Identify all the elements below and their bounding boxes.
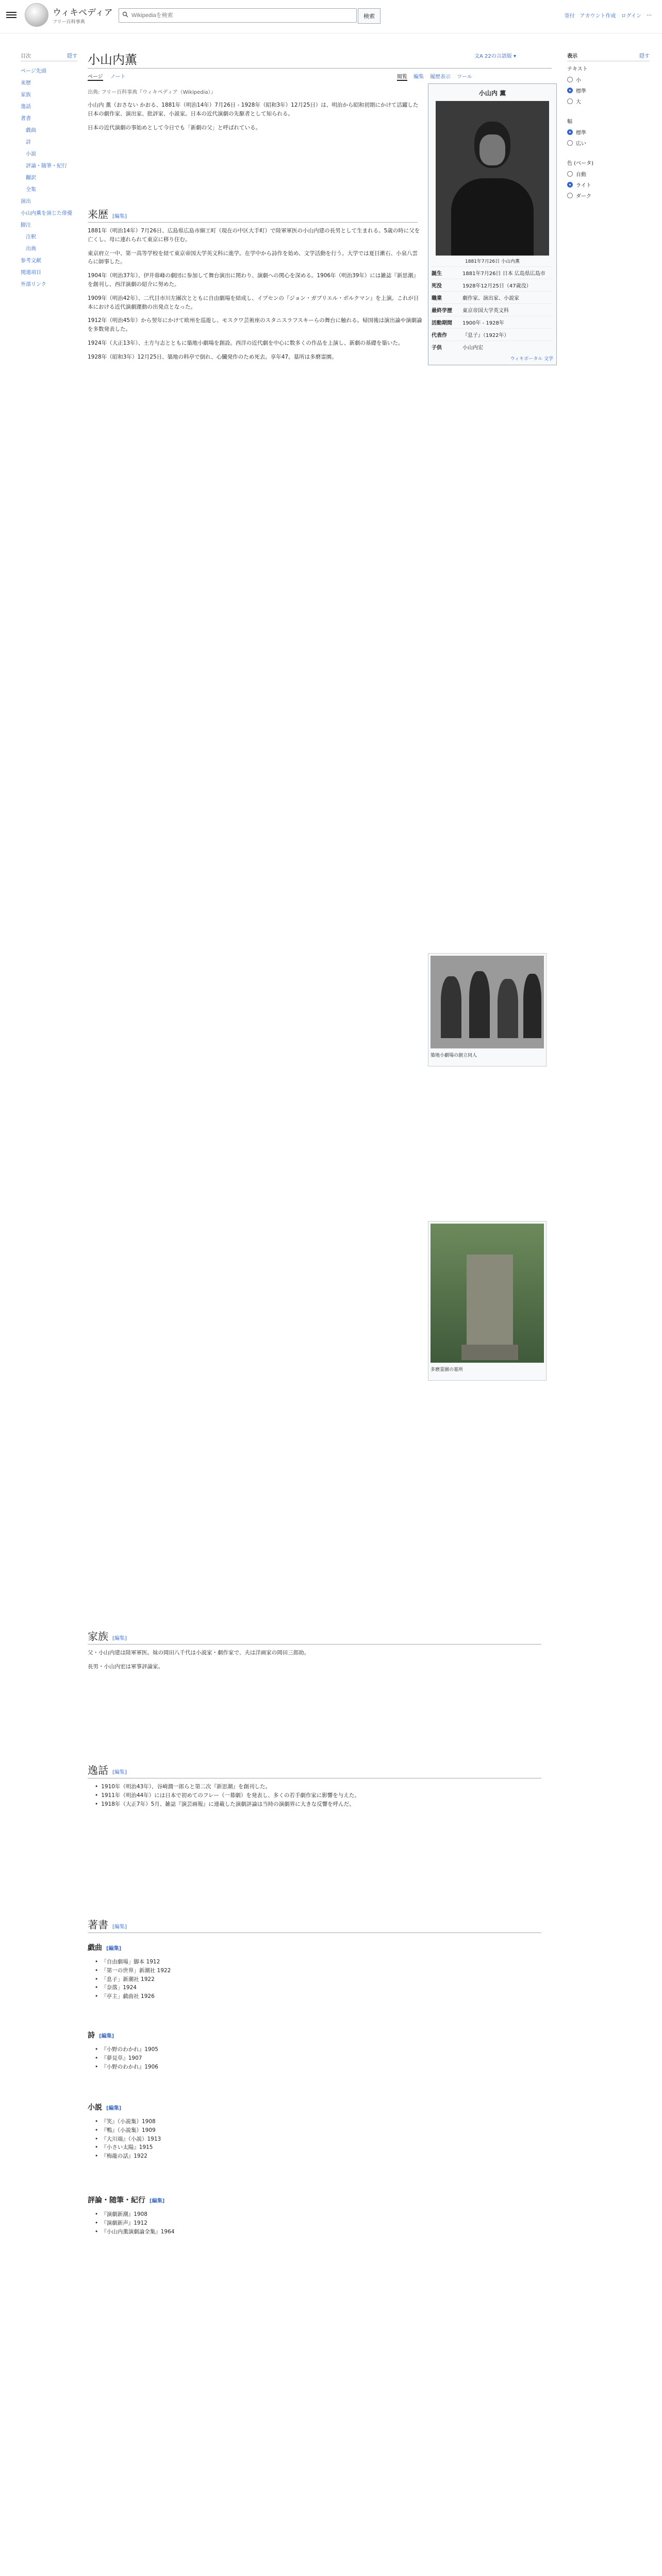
infobox-row bbox=[432, 279, 553, 291]
list-item: • 「亭主」戯曲社 1926 bbox=[95, 1992, 497, 2001]
toc-heading: 目次 bbox=[21, 54, 31, 59]
toc-item[interactable]: 評論・随筆・紀行 bbox=[26, 163, 67, 169]
drama-list bbox=[95, 1958, 497, 2001]
infobox bbox=[428, 83, 557, 365]
group-photo[interactable] bbox=[431, 956, 544, 1048]
toc-hide-button[interactable]: 隠す bbox=[67, 54, 77, 59]
radio-button[interactable] bbox=[567, 77, 573, 82]
list-item: • 『演劇新声』1912 bbox=[95, 2219, 497, 2228]
tagline: 出典: フリー百科事典『ウィキペディア（Wikipedia）』 bbox=[88, 90, 216, 95]
color-heading: 色 (ベータ) bbox=[567, 161, 593, 166]
radio-button[interactable] bbox=[567, 129, 573, 135]
toc-item[interactable]: 小山内薫を演じた俳優 bbox=[21, 211, 72, 216]
section-heading-anecdote: 逸話 [編集] bbox=[88, 1762, 541, 1778]
list-item: • 『鴨』（小説集）1909 bbox=[95, 2126, 497, 2135]
edit-section-link[interactable]: [編集] bbox=[99, 2033, 114, 2039]
paragraph: 1928年（昭和3年）12月25日、築地の料亭で倒れ、心臓発作のため死去。享年47。墓所は多磨霊園。 bbox=[88, 353, 337, 360]
paragraph: 東京府立一中、第一高等学校を経て東京帝国大学英文科に進学。在学中から詩作を始め、文学活動を行う。大学では夏目漱石、小泉八雲らに師事した。 bbox=[88, 250, 418, 265]
figure-caption: 築地小劇場の創立同人 bbox=[431, 1053, 477, 1058]
novel-list bbox=[95, 2117, 497, 2161]
toc-item[interactable]: 家族 bbox=[21, 92, 31, 98]
infobox-row bbox=[432, 266, 553, 279]
radio-button[interactable] bbox=[567, 98, 573, 104]
text-size-option-label: 標準 bbox=[576, 89, 586, 94]
list-item: • 『演劇新潮』1908 bbox=[95, 2210, 497, 2219]
list-item: • 「奈落」1924 bbox=[95, 1984, 497, 1992]
portal-link[interactable]: ウィキポータル 文学 bbox=[510, 357, 553, 362]
toc-item[interactable]: 関連項目 bbox=[21, 270, 41, 276]
width-heading: 幅 bbox=[567, 119, 572, 125]
toc-item[interactable]: 参考文献 bbox=[21, 258, 41, 264]
infobox-value: 1900年 - 1928年 bbox=[462, 320, 504, 326]
user-links bbox=[565, 11, 652, 19]
edit-section-link[interactable]: [編集] bbox=[112, 1924, 127, 1930]
intro-paragraph: 小山内 薫（おさない かおる、1881年（明治14年）7月26日 - 1928年（昭和3年）12月25日）は、明治から昭和初期にかけて活躍した日本の劇作家、演出家、批評家、小説家。日本の近代演劇の先駆者として知られる。 bbox=[88, 102, 419, 117]
portrait-photo[interactable] bbox=[436, 101, 549, 256]
list-item: • 1911年（明治44年）には日本で初めてのフレー（一幕劇）を発表し、多くの若手劇作家に影響を与えた。 bbox=[95, 1791, 538, 1800]
toc-item[interactable]: 逸話 bbox=[21, 104, 31, 110]
subheading-poetry: 詩 [編集] bbox=[88, 2031, 114, 2040]
section-heading-works: 著書 [編集] bbox=[88, 1917, 541, 1933]
list-item: • 「自由劇場」脚本 1912 bbox=[95, 1958, 497, 1967]
namespace-tabs bbox=[88, 72, 126, 81]
portrait-caption: 1881年7月26日 小山内薫 bbox=[465, 259, 520, 264]
toc-item[interactable]: 詩 bbox=[26, 140, 31, 145]
list-item: • 『梅龍の話』1922 bbox=[95, 2152, 497, 2161]
edit-section-link[interactable]: [編集] bbox=[106, 2106, 122, 2111]
tab-read[interactable]: 閲覧 bbox=[397, 72, 407, 81]
toc-item[interactable]: 翻訳 bbox=[26, 175, 36, 181]
radio-button[interactable] bbox=[567, 171, 573, 177]
login-link[interactable]: ログイン bbox=[621, 13, 641, 19]
figure-group-photo bbox=[428, 953, 547, 1066]
figure-caption: 多磨霊園の墓所 bbox=[431, 1367, 464, 1372]
intro bbox=[88, 101, 423, 137]
career-body bbox=[88, 227, 423, 367]
paragraph: 1912年（明治45年）から翌年にかけて欧州を巡遊し、モスクワ芸術座のスタニスラフスキーらの舞台に触れる。帰国後は演出論や演劇論を多数発表した。 bbox=[88, 317, 422, 333]
family-body bbox=[88, 1649, 423, 1676]
intro-paragraph: 日本の近代演劇の事始めとして今日でも「新劇の父」と呼ばれている。 bbox=[88, 124, 261, 131]
donate-link[interactable]: 寄付 bbox=[564, 13, 575, 19]
paragraph: 1909年（明治42年）、二代目市川左團次とともに自由劇場を結成し、イプセンの『ジョン・ガブリエル・ボルクマン』を上演。これが日本における近代演劇運動の出発点となった。 bbox=[88, 295, 419, 310]
radio-button[interactable] bbox=[567, 88, 573, 93]
list-item: • 『大川端』（小説）1913 bbox=[95, 2135, 497, 2144]
list-item: • 『小山内薫演劇論全集』1964 bbox=[95, 2228, 497, 2236]
menu-icon[interactable] bbox=[6, 10, 16, 21]
tab-tools[interactable]: ツール bbox=[457, 74, 472, 80]
infobox-label: 子供 bbox=[432, 345, 442, 351]
infobox-label: 最終学歴 bbox=[432, 308, 452, 314]
toc-item[interactable]: 演出 bbox=[21, 199, 31, 205]
color-option[interactable] bbox=[567, 179, 650, 190]
infobox-value: 1928年12月25日（47歳没） bbox=[462, 283, 532, 289]
edit-section-link[interactable]: [編集] bbox=[106, 1946, 122, 1952]
table-of-contents bbox=[21, 52, 77, 290]
infobox-value: 『息子』（1922年） bbox=[462, 333, 509, 338]
site-logo[interactable] bbox=[25, 3, 113, 27]
width-option-label: 広い bbox=[576, 141, 586, 147]
width-option-label: 標準 bbox=[576, 130, 586, 136]
edit-section-link[interactable]: [編集] bbox=[112, 1770, 127, 1775]
toc-item[interactable]: 著書 bbox=[21, 116, 31, 122]
infobox-label: 職業 bbox=[432, 296, 442, 301]
paragraph: 1924年（大正13年）、土方与志とともに築地小劇場を創設。西洋の近代劇を中心に数多くの作品を上演し、新劇の基礎を築いた。 bbox=[88, 340, 404, 346]
infobox-row bbox=[432, 341, 553, 353]
tab-page[interactable]: ページ bbox=[88, 72, 103, 81]
color-option-label: ダーク bbox=[576, 194, 591, 199]
subheading-novel: 小説 [編集] bbox=[88, 2104, 122, 2112]
grave-photo[interactable] bbox=[431, 1224, 544, 1363]
list-item: • 「第一の世界」新潮社 1922 bbox=[95, 1967, 497, 1975]
infobox-title: 小山内 薫 bbox=[478, 90, 506, 97]
text-size-option[interactable] bbox=[567, 85, 650, 96]
radio-button[interactable] bbox=[567, 193, 573, 198]
language-button[interactable]: 文A 22の言語版 ▾ bbox=[474, 54, 516, 59]
search-icon bbox=[122, 11, 128, 18]
infobox-row bbox=[432, 291, 553, 303]
toc-item[interactable]: 注釈 bbox=[26, 234, 36, 240]
infobox-row bbox=[432, 328, 553, 341]
search-button[interactable]: 検索 bbox=[358, 8, 380, 24]
toc-item[interactable]: 出典 bbox=[26, 246, 36, 252]
globe-logo-icon bbox=[25, 3, 48, 27]
toc-item[interactable]: 全集 bbox=[26, 187, 36, 193]
text-size-heading: テキスト bbox=[567, 66, 588, 72]
width-option[interactable] bbox=[567, 138, 650, 148]
infobox-label: 死没 bbox=[432, 283, 442, 289]
infobox-row bbox=[432, 316, 553, 328]
essay-list bbox=[95, 2210, 497, 2236]
text-size-option[interactable] bbox=[567, 74, 650, 85]
infobox-row bbox=[432, 303, 553, 316]
color-option[interactable] bbox=[567, 190, 650, 201]
list-item: • 『小さい太陽』1915 bbox=[95, 2143, 497, 2152]
paragraph: 父・小山内建は陸軍軍医。妹の岡田八千代は小説家・劇作家で、夫は洋画家の岡田三郎助。 bbox=[88, 1650, 310, 1656]
list-item: • 『夢見草』1907 bbox=[95, 2054, 497, 2063]
tab-talk[interactable]: ノート bbox=[110, 74, 126, 80]
appearance-panel bbox=[567, 52, 650, 211]
infobox-label: 代表作 bbox=[432, 333, 447, 338]
edit-section-link[interactable]: [編集] bbox=[150, 2198, 165, 2204]
radio-button[interactable] bbox=[567, 140, 573, 146]
list-item: • 1918年（大正7年）5月、雑誌『演芸画報』に連載した演劇評論は当時の演劇界に大きな反響を呼んだ。 bbox=[95, 1800, 538, 1809]
create-account-link[interactable]: アカウント作成 bbox=[580, 13, 616, 19]
figure-grave bbox=[428, 1221, 547, 1381]
subheading-essay: 評論・随筆・紀行 [編集] bbox=[88, 2196, 165, 2205]
edit-section-link[interactable]: [編集] bbox=[112, 214, 127, 219]
title-divider bbox=[88, 68, 552, 69]
width-option[interactable] bbox=[567, 127, 650, 138]
color-option-label: 自動 bbox=[576, 172, 586, 178]
logo-title: ウィキペディア bbox=[53, 8, 113, 18]
infobox-value: 劇作家、演出家、小説家 bbox=[462, 296, 519, 301]
logo-subtitle: フリー百科事典 bbox=[53, 20, 85, 25]
appearance-hide-button[interactable]: 隠す bbox=[639, 54, 650, 59]
list-item: • 『笑』（小説集）1908 bbox=[95, 2117, 497, 2126]
list-item: • 「息子」新潮社 1922 bbox=[95, 1975, 497, 1984]
edit-section-link[interactable]: [編集] bbox=[112, 1636, 127, 1641]
color-option-label: ライト bbox=[576, 183, 591, 189]
list-item: • 『小野のわかれ』1905 bbox=[95, 2045, 497, 2054]
appearance-heading: 表示 bbox=[567, 54, 577, 59]
paragraph: 1904年（明治37年）、伊井蓉峰の劇団に参加して舞台演出に関わり、演劇への関心を深める。1906年（明治39年）には雑誌『新思潮』を創刊し、西洋演劇の紹介に努めた。 bbox=[88, 273, 419, 287]
infobox-label: 誕生 bbox=[432, 271, 442, 277]
paragraph: 1881年（明治14年）7月26日、広島県広島市細工町（現在の中区大手町）で陸軍軍医の小山内建の長男として生まれる。5歳の時に父を亡くし、母に連れられて東京に移り住む。 bbox=[88, 228, 420, 243]
infobox-value: 1881年7月26日 日本 広島県広島市 bbox=[462, 271, 545, 277]
infobox-label: 活動期間 bbox=[432, 320, 452, 326]
text-size-option-label: 小 bbox=[576, 78, 581, 83]
section-heading-family: 家族 [編集] bbox=[88, 1628, 541, 1645]
infobox-value: 小山内宏 bbox=[462, 345, 483, 351]
poetry-list bbox=[95, 2045, 497, 2071]
toc-item[interactable]: 来歴 bbox=[21, 80, 31, 86]
radio-button[interactable] bbox=[567, 182, 573, 188]
toc-item[interactable]: 戯曲 bbox=[26, 128, 36, 133]
text-size-option[interactable] bbox=[567, 96, 650, 107]
tab-edit[interactable]: 編集 bbox=[413, 74, 424, 80]
toc-item[interactable]: 小説 bbox=[26, 151, 36, 157]
infobox-value: 東京帝国大学英文科 bbox=[462, 308, 509, 314]
tab-history[interactable]: 履歴表示 bbox=[430, 74, 451, 80]
anecdote-list bbox=[95, 1783, 538, 1808]
text-size-option-label: 大 bbox=[576, 99, 581, 105]
color-option[interactable] bbox=[567, 168, 650, 179]
toc-item[interactable]: 外部リンク bbox=[21, 282, 46, 287]
subheading-drama: 戯曲 [編集] bbox=[88, 1944, 122, 1952]
section-heading-career: 来歴 [編集] bbox=[88, 206, 418, 223]
page-title: 小山内薫 bbox=[88, 53, 137, 67]
search-box bbox=[119, 8, 357, 23]
site-header bbox=[0, 0, 662, 33]
toc-item[interactable]: ページ先頭 bbox=[21, 69, 46, 74]
list-item: • 1910年（明治43年）、谷崎潤一郎らと第二次『新思潮』を創刊した。 bbox=[95, 1783, 538, 1791]
search-input[interactable] bbox=[119, 12, 356, 19]
more-icon[interactable]: … bbox=[647, 11, 652, 17]
toc-item[interactable]: 脚注 bbox=[21, 223, 31, 228]
paragraph: 長男・小山内宏は軍事評論家。 bbox=[88, 1663, 163, 1670]
view-tabs bbox=[397, 72, 472, 81]
list-item: • 『小野のわかれ』1906 bbox=[95, 2063, 497, 2072]
